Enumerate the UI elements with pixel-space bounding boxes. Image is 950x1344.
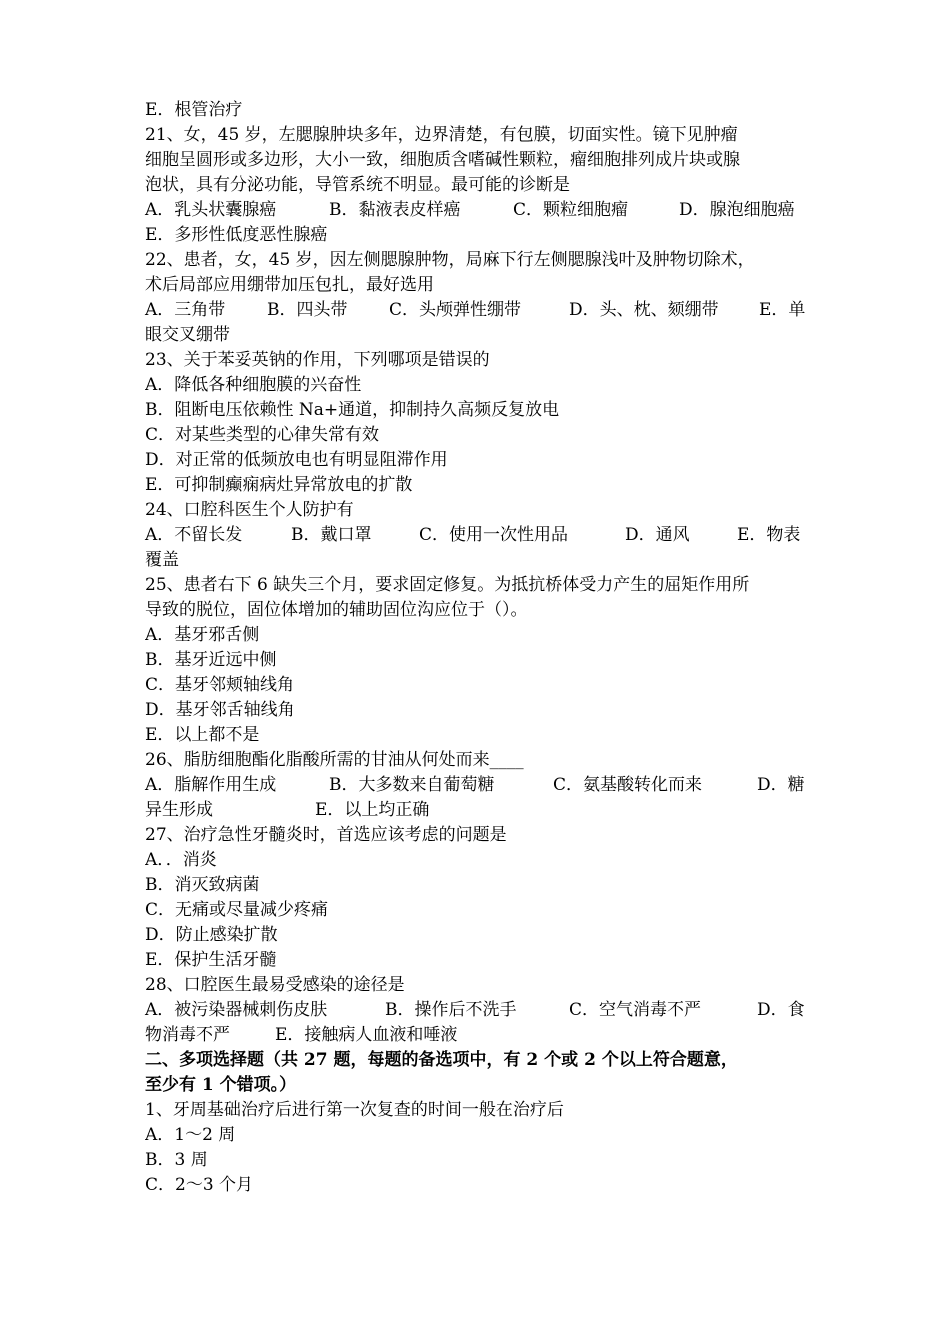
answer-option: B．阻断电压依赖性 Na+通道，抑制持久高频反复放电: [145, 400, 560, 420]
answer-option: C．使用一次性用品: [419, 525, 569, 545]
answer-option-cont: 异生形成: [145, 800, 213, 820]
question-22: 22、患者，女，45 岁，因左侧腮腺肿物，局麻下行左侧腮腺浅叶及肿物切除术，: [145, 250, 755, 270]
answer-option: C．头颅弹性绷带: [389, 300, 522, 320]
question-28-options-cont: [145, 1023, 815, 1048]
answer-option: D．通风: [625, 525, 690, 545]
answer-option: D．食: [757, 1000, 805, 1020]
answer-option: E．以上均正确: [315, 800, 430, 820]
answer-option: C．对某些类型的心律失常有效: [145, 425, 380, 445]
answer-option: A．三角带: [145, 300, 226, 320]
question-24: 24、口腔科医生个人防护有: [145, 500, 354, 520]
question-26-options: [145, 773, 815, 798]
question-22-options: [145, 298, 815, 323]
answer-option: E．以上都不是: [145, 725, 260, 745]
answer-option: B．基牙近远中侧: [145, 650, 277, 670]
answer-option: A．乳头状囊腺癌: [145, 200, 277, 220]
answer-option: A．脂解作用生成: [145, 775, 277, 795]
question-27: 27、治疗急性牙髓炎时，首选应该考虑的问题是: [145, 825, 507, 845]
answer-option: D．头、枕、颏绷带: [569, 300, 719, 320]
answer-option: D．腺泡细胞癌: [679, 200, 795, 220]
answer-option: E．保护生活牙髓: [145, 950, 277, 970]
answer-option: B．黏液表皮样癌: [329, 200, 461, 220]
answer-option: D．防止感染扩散: [145, 925, 278, 945]
answer-option: D．对正常的低频放电也有明显阻滞作用: [145, 450, 448, 470]
question-21-options: [145, 198, 815, 223]
answer-option: A．被污染器械刺伤皮肤: [145, 1000, 328, 1020]
answer-option: D．基牙邻舌轴线角: [145, 700, 295, 720]
answer-option: D．糖: [757, 775, 805, 795]
question-23: 23、关于苯妥英钠的作用，下列哪项是错误的: [145, 350, 490, 370]
answer-option-cont: 覆盖: [145, 550, 179, 570]
answer-option: B．四头带: [267, 300, 348, 320]
answer-option: E．根管治疗: [145, 100, 243, 120]
answer-option: A．基牙邪舌侧: [145, 625, 260, 645]
section-heading-cont: 至少有 1 个错项。）: [145, 1075, 297, 1095]
question-21-cont: 泡状，具有分泌功能，导管系统不明显。最可能的诊断是: [145, 175, 570, 195]
answer-option: B．戴口罩: [291, 525, 372, 545]
question-28: 28、口腔医生最易受感染的途径是: [145, 975, 405, 995]
answer-option-cont: 眼交叉绷带: [145, 325, 230, 345]
answer-option: E．可抑制癫痫病灶异常放电的扩散: [145, 475, 413, 495]
answer-option: E．物表: [737, 525, 801, 545]
answer-option: B．大多数来自葡萄糖: [329, 775, 495, 795]
answer-option: C．基牙邻颊轴线角: [145, 675, 295, 695]
question-25: 25、患者右下 6 缺失三个月，要求固定修复。为抵抗桥体受力产生的屈矩作用所: [145, 575, 750, 595]
answer-option: E．接触病人血液和唾液: [275, 1025, 458, 1045]
answer-option: C．颗粒细胞瘤: [513, 200, 629, 220]
answer-option: C．氨基酸转化而来: [553, 775, 703, 795]
answer-option: E．单: [759, 300, 806, 320]
answer-option: C．空气消毒不严: [569, 1000, 702, 1020]
answer-option: E．多形性低度恶性腺癌: [145, 225, 328, 245]
question-26-options-cont: [145, 798, 815, 823]
answer-option: B．操作后不洗手: [385, 1000, 517, 1020]
answer-option: C．2～3 个月: [145, 1175, 254, 1195]
answer-option: A．1～2 周: [145, 1125, 236, 1145]
question-21: 21、女，45 岁，左腮腺肿块多年，边界清楚，有包膜，切面实性。镜下见肿瘤: [145, 125, 738, 145]
question-1: 1、牙周基础治疗后进行第一次复查的时间一般在治疗后: [145, 1100, 564, 1120]
answer-option-cont: 物消毒不严: [145, 1025, 230, 1045]
question-24-options: [145, 523, 815, 548]
answer-option: B．消灭致病菌: [145, 875, 260, 895]
answer-option: A．．消炎: [145, 850, 217, 870]
answer-option: B．3 周: [145, 1150, 208, 1170]
section-heading: 二、多项选择题（共 27 题，每题的备选项中，有 2 个或 2 个以上符合题意，: [145, 1050, 738, 1070]
question-25-cont: 导致的脱位，固位体增加的辅助固位沟应位于（）。: [145, 600, 528, 620]
answer-option: A．不留长发: [145, 525, 243, 545]
question-26: 26、脂肪细胞酯化脂酸所需的甘油从何处而来____: [145, 750, 524, 770]
question-21-cont: 细胞呈圆形或多边形，大小一致，细胞质含嗜碱性颗粒，瘤细胞排列成片块或腺: [145, 150, 740, 170]
answer-option: A．降低各种细胞膜的兴奋性: [145, 375, 362, 395]
question-28-options: [145, 998, 815, 1023]
question-22-cont: 术后局部应用绷带加压包扎，最好选用: [145, 275, 434, 295]
answer-option: C．无痛或尽量减少疼痛: [145, 900, 329, 920]
